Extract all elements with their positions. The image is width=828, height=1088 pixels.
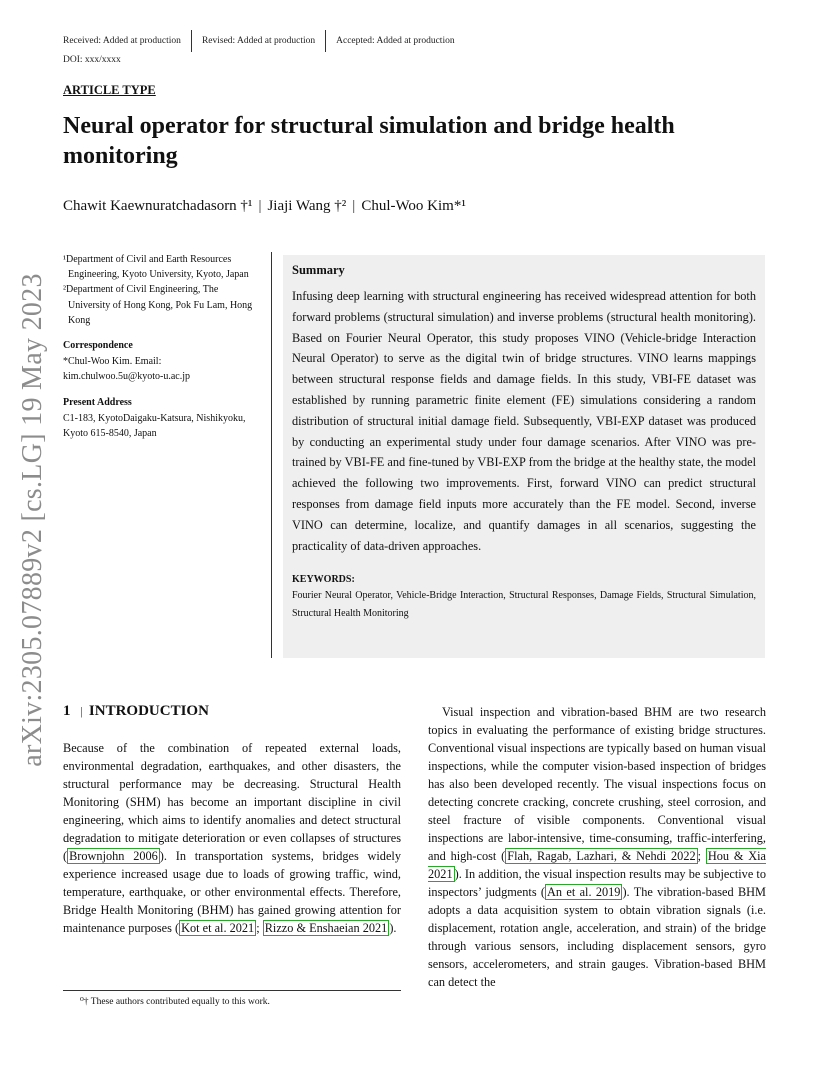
affiliation-2-rest: University of Hong Kong, Pok Fu Lam, Hong Kong bbox=[68, 299, 253, 326]
author-list bbox=[63, 198, 466, 215]
author-separator: | bbox=[352, 198, 356, 214]
text-run: Visual inspection and vibration-based BHM are two research topics in evaluating the performance of existing bridge structures. Conventional visual inspections are typically based on human visual inspections, while the computer vision-based inspection of bridges has also been developed recently. The visual inspections focus on detecting concrete cracking, concrete crushing, steel corrosion, and steel fracture of visible components. Conventional visual inspections are labor-intensive, time-consuming, traffic-interfering, and high-cost ( bbox=[428, 705, 766, 863]
text-run: ; bbox=[256, 921, 263, 935]
intro-paragraph-2 bbox=[428, 703, 766, 991]
correspondence-text[interactable]: *Chul-Woo Kim. Email: kim.chulwoo.5u@kyoto-u.ac.jp bbox=[63, 356, 190, 383]
arxiv-stamp bbox=[8, 270, 58, 770]
author-2[interactable]: Jiaji Wang †² bbox=[267, 198, 347, 214]
section-number: 1 bbox=[63, 703, 71, 719]
footnote-rule bbox=[63, 990, 401, 991]
text-run: ; bbox=[697, 849, 706, 863]
arxiv-stamp-text: arXiv:2305.07889v2 [cs.LG] 19 May 2023 bbox=[17, 273, 48, 767]
section-heading-introduction bbox=[63, 703, 209, 720]
publication-dates-header bbox=[63, 30, 465, 52]
body-column-right bbox=[428, 703, 766, 991]
correspondence-heading: Correspondence bbox=[63, 340, 133, 352]
text-run: ). bbox=[389, 921, 397, 935]
keywords-heading: KEYWORDS: bbox=[292, 574, 355, 586]
intro-paragraph-1 bbox=[63, 739, 401, 937]
text-run: ). The vibration-based BHM adopts a data acquisition system to obtain vibration signals (i.e. displacement, rotation angle, acceleration, and strain) of the bridge through various sensors, including displacement sensors, gyro sensors, accelerometers, and strain gauges. Vibration-based BHM can detect the bbox=[428, 885, 766, 989]
text-run: Because of the combination of repeated external loads, environmental degradation, earthquakes, and other disasters, the structural performance may be decreasing. Structural Health Monitoring (SHM) has become an important discipline in civil engineering, which aims to identify anomalies and detect structural degradation to mitigate deterioration or even collapses of structures ( bbox=[63, 741, 401, 863]
summary-text: Infusing deep learning with structural engineering has received widespread attention for both forward problems (structural simulation) and inverse problems (structural health monitoring). Based on Fourier Neural Operator, this study proposes VINO (Vehicle-bridge Interaction Neural Operator) to serve as the digital twin of bridge structures. VINO learns mappings between structural response fields and damage fields. In this study, VBI-FE dataset was established by running parametric finite element (FE) simulations considering a random distribution of structural initial damage field. Subsequently, VBI-EXP dataset was produced by conducting an experimental study under four damage scenarios. After VINO was pre-trained by VBI-FE and fine-tuned by VBI-EXP from the bridge at the healthy state, the model achieved the following two improvements. First, forward VINO can predict structural responses from damage field inputs more accurately than the FE model. Second, inverse VINO can determine, localize, and quantify damages in all scenarios, suggesting the practicality of data-driven approaches. bbox=[292, 289, 756, 553]
author-1[interactable]: Chawit Kaewnuratchadasorn †¹ bbox=[63, 198, 253, 214]
paper-title: Neural operator for structural simulation and bridge health monitoring bbox=[63, 113, 675, 169]
received-date: Received: Added at production bbox=[63, 30, 192, 52]
body-column-left bbox=[63, 739, 401, 937]
affiliation-1-line: ¹Department of Civil and Earth Resources bbox=[63, 254, 232, 265]
section-title: INTRODUCTION bbox=[88, 703, 209, 719]
present-address-text: C1-183, KyotoDaigaku-Katsura, Nishikyoku, Kyoto 615-8540, Japan bbox=[63, 412, 246, 440]
affiliation-2-line: ²Department of Civil Engineering, The bbox=[63, 284, 219, 296]
revised-date: Revised: Added at production bbox=[192, 30, 326, 52]
keywords-text: Fourier Neural Operator, Vehicle-Bridge Interaction, Structural Responses, Damage Fields, Structural Simulation, Structural Health Monitoring bbox=[292, 590, 756, 619]
citation-link[interactable]: Brownjohn 2006 bbox=[69, 849, 158, 863]
text-run: ). In addition, the visual inspection results may be subjective to inspectors’ judgments ( bbox=[428, 867, 766, 899]
article-type: ARTICLE TYPE bbox=[63, 83, 156, 97]
citation-link[interactable]: An et al. 2019 bbox=[547, 885, 621, 899]
author-separator: | bbox=[258, 198, 262, 214]
footnote: ⁰† These authors contributed equally to this work. bbox=[80, 997, 270, 1007]
citation-link[interactable]: Kot et al. 2021 bbox=[181, 921, 255, 935]
affiliation-1-rest: Engineering, Kyoto University, Kyoto, Japan bbox=[68, 269, 249, 281]
author-3[interactable]: Chul-Woo Kim*¹ bbox=[361, 198, 466, 214]
section-separator: | bbox=[80, 704, 83, 718]
summary-heading: Summary bbox=[292, 263, 345, 277]
author-info-column bbox=[63, 252, 263, 441]
present-address-heading: Present Address bbox=[63, 396, 132, 408]
citation-link[interactable]: Flah, Ragab, Lazhari, & Nehdi 2022 bbox=[507, 849, 696, 863]
column-divider bbox=[271, 252, 272, 658]
summary-box bbox=[283, 255, 765, 658]
accepted-date: Accepted: Added at production bbox=[336, 36, 455, 46]
affiliation-2 bbox=[63, 282, 263, 328]
affiliation-1 bbox=[63, 252, 263, 282]
citation-link[interactable]: Hou & Xia 2021 bbox=[428, 849, 767, 881]
doi: DOI: xxx/xxxx bbox=[63, 55, 121, 65]
citation-link[interactable]: Rizzo & Enshaeian 2021 bbox=[264, 921, 388, 935]
text-run: ). In transportation systems, bridges widely experience increased usage due to loads of growing traffic, wind, temperature, earthquake, or other environmental effects. Therefore, Bridge Health Monitoring (BHM) has gained growing attention for maintenance purposes ( bbox=[63, 849, 401, 935]
